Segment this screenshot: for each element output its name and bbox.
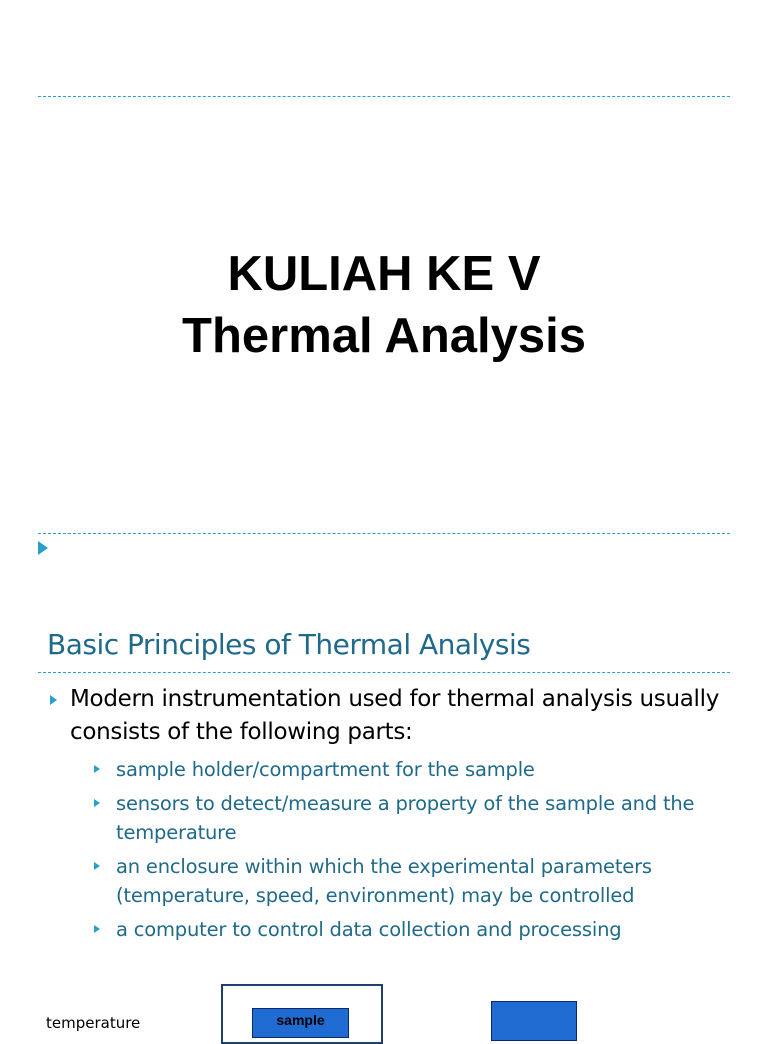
sub-bullet-text: a computer to control data collection and processing xyxy=(116,918,622,941)
sub-bullet-text: an enclosure within which the experimental parameters (temperature, speed, environment) may be controlled xyxy=(116,855,652,907)
bullet-arrow-icon xyxy=(94,799,100,807)
sample-box xyxy=(252,1008,349,1038)
sample-label: sample xyxy=(276,1012,325,1028)
list-item xyxy=(70,915,726,944)
sensor-box xyxy=(491,1001,577,1041)
list-item xyxy=(46,683,726,944)
sub-bullet-text: sample holder/compartment for the sample xyxy=(116,758,535,781)
bullet-arrow-icon xyxy=(94,925,100,933)
slide1-top-rule xyxy=(38,96,730,97)
slide1-title xyxy=(0,243,768,367)
slide1-title-line2: Thermal Analysis xyxy=(182,309,586,363)
slide2-bullet-list xyxy=(46,683,726,949)
list-item xyxy=(70,852,726,910)
sub-bullet-list xyxy=(70,755,726,944)
main-bullet-text: Modern instrumentation used for thermal analysis usually consists of the following parts: xyxy=(70,686,720,745)
list-item xyxy=(70,789,726,847)
bullet-arrow-icon xyxy=(38,541,48,555)
bullet-arrow-icon xyxy=(94,862,100,870)
bullet-arrow-icon xyxy=(94,765,100,773)
bullet-arrow-icon xyxy=(50,695,57,705)
slide1-bottom-rule xyxy=(38,533,730,534)
temperature-label: temperature xyxy=(46,1014,141,1032)
slide2-heading: Basic Principles of Thermal Analysis xyxy=(47,628,531,661)
sub-bullet-text: sensors to detect/measure a property of the sample and the temperature xyxy=(116,792,695,844)
slide1-title-line1: KULIAH KE V xyxy=(227,247,541,301)
slide2-heading-rule xyxy=(38,672,730,673)
list-item xyxy=(70,755,726,784)
